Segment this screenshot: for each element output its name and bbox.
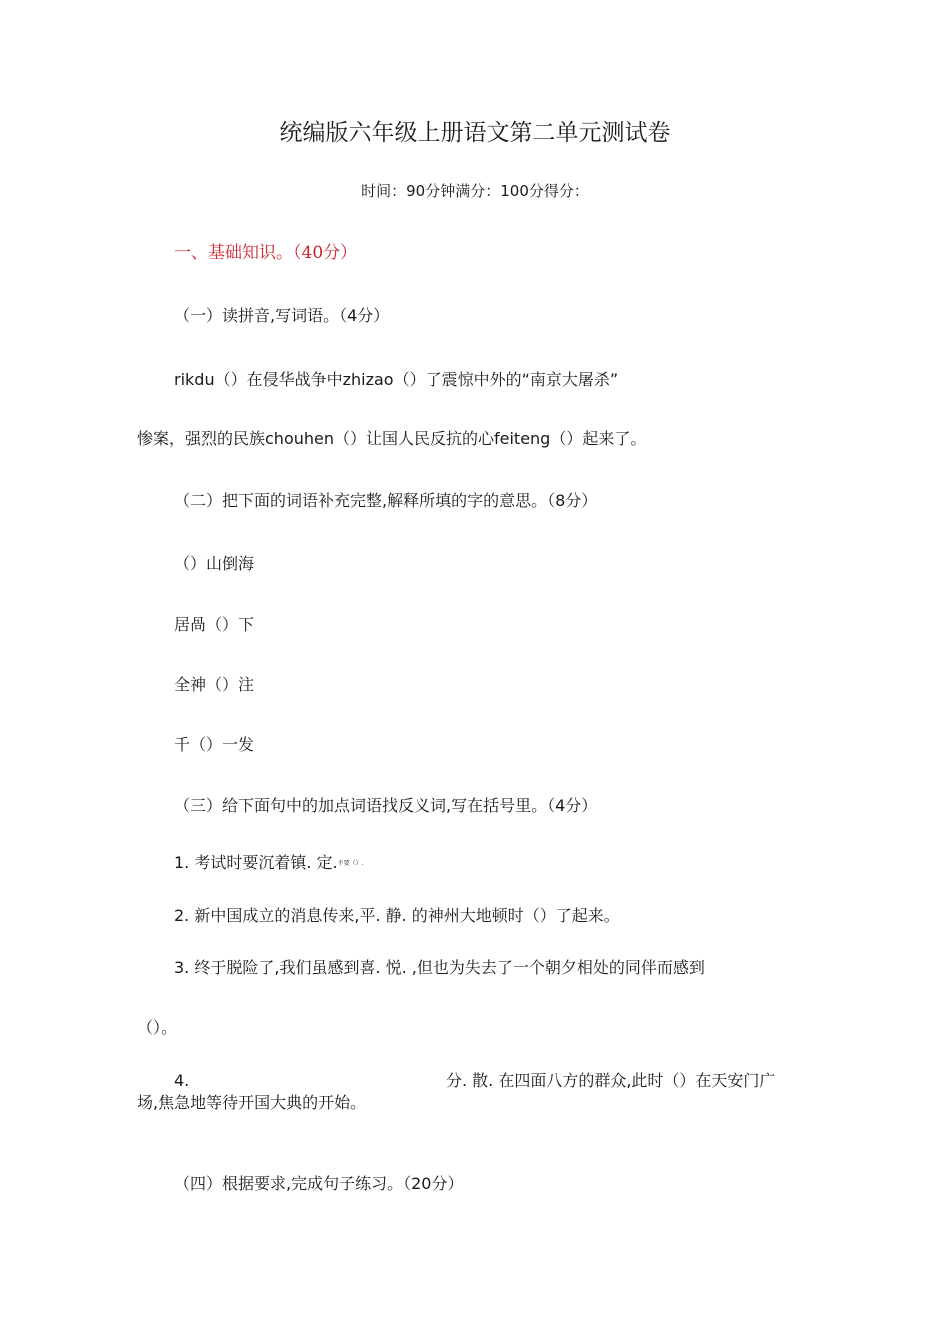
page-title: 统编版六年级上册语文第二单元测试卷 xyxy=(279,120,671,146)
part2-item: （）山倒海 xyxy=(174,554,255,573)
part3-question-4-number: 4. xyxy=(174,1071,190,1090)
part3-question-3-line2: （）。 xyxy=(137,1018,178,1037)
part3-question-3-line1: 3. 终于脱险了,我们虽感到喜. 悦. ,但也为失去了一个朝夕相处的同伴而感到 xyxy=(174,958,705,977)
part2-heading: （二）把下面的词语补充完整,解释所填的字的意思。（8分） xyxy=(174,491,598,510)
part1-line1: rikdu（）在侵华战争中zhizao（）了震惊中外的“南京大屠杀” xyxy=(174,370,619,389)
part2-item: 千（）一发 xyxy=(174,735,255,754)
part1-line2: 惨案，强烈的民族chouhen（）让国人民反抗的心feiteng（）起来了。 xyxy=(137,429,647,448)
part3-question-2: 2. 新中国成立的消息传来,平. 静. 的神州大地顿时（）了起来。 xyxy=(174,906,620,925)
part1-heading: （一）读拼音,写词语。（4分） xyxy=(174,306,390,325)
part3-question-1 xyxy=(174,853,364,874)
part3-question-4-line2: 场,焦急地等待开国大典的开始。 xyxy=(137,1093,367,1112)
part3-heading: （三）给下面句中的加点词语找反义词,写在括号里。（4分） xyxy=(174,796,598,815)
section-heading-basic-knowledge: 一、基础知识。（40分） xyxy=(174,243,358,263)
part4-heading: （四）根据要求,完成句子练习。（20分） xyxy=(174,1174,464,1193)
question-1-small-text: 不要（）. xyxy=(337,860,364,867)
question-1-text: 1. 考试时要沉着镇. 定. xyxy=(174,853,338,872)
part2-item: 居咼（）下 xyxy=(174,615,255,634)
exam-meta: 时间：90分钟满分：100分得分： xyxy=(361,182,589,200)
part2-item: 全神（）注 xyxy=(174,675,255,694)
part3-question-4-line1: 分. 散. 在四面八方的群众,此时（）在天安门广 xyxy=(446,1071,776,1090)
